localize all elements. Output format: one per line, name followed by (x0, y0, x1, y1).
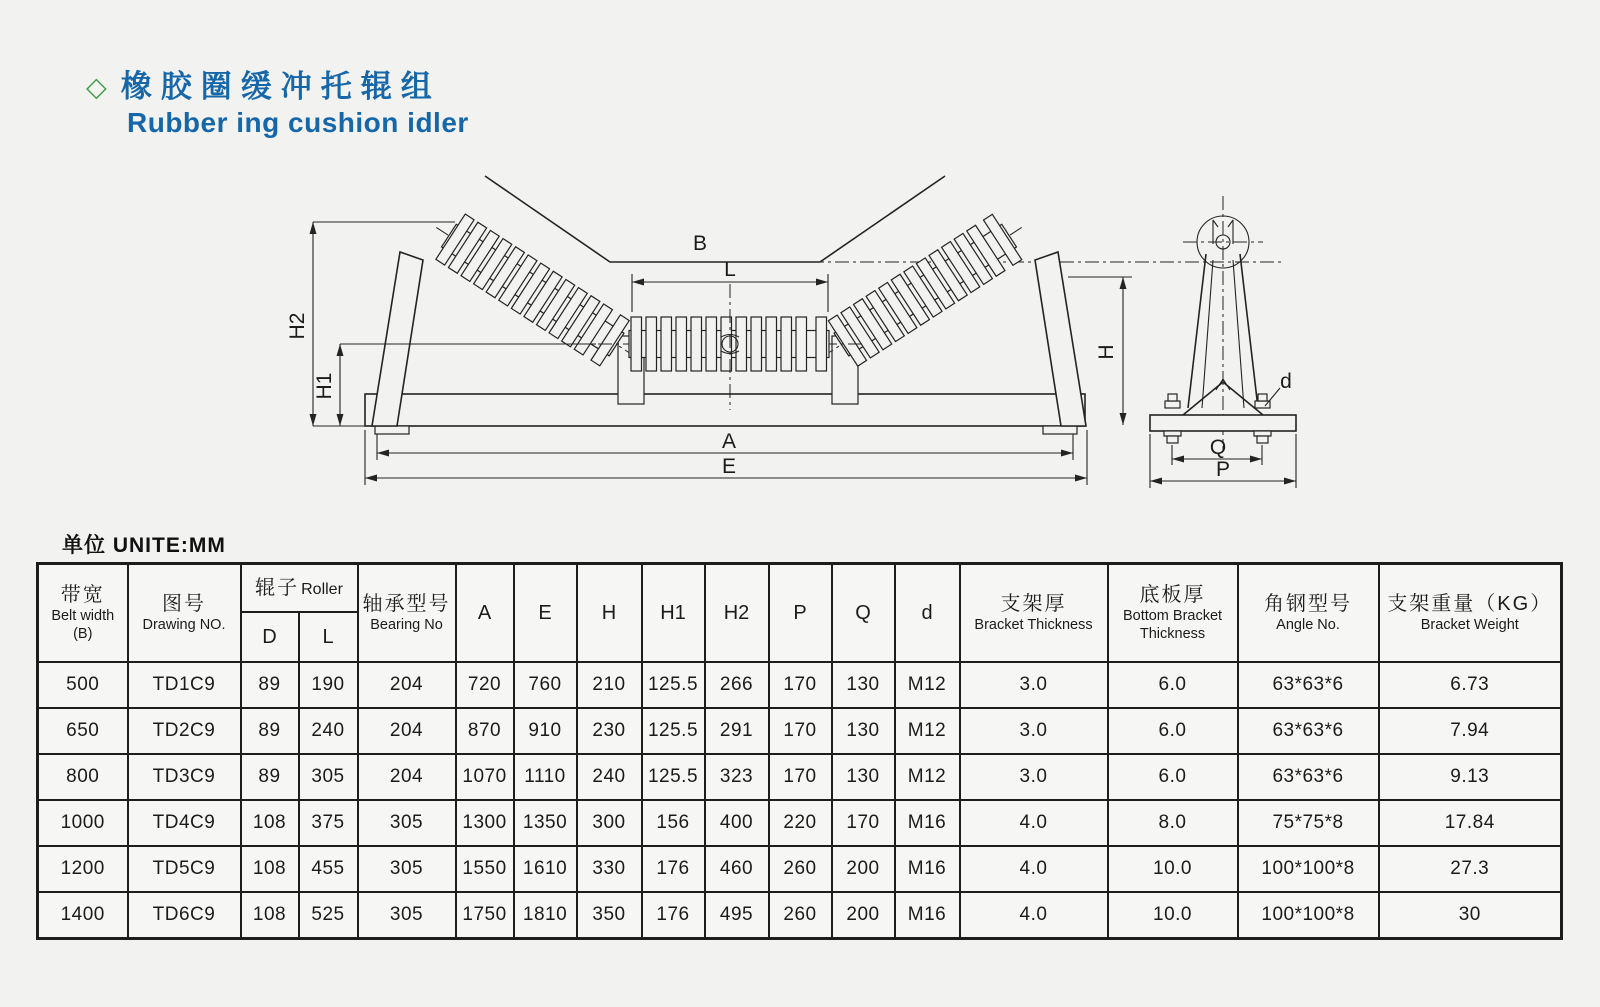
table-cell: TD6C9 (128, 892, 241, 939)
table-cell: 1110 (514, 754, 577, 800)
table-cell: 300 (577, 800, 642, 846)
dimension-label-E: E (721, 455, 737, 478)
table-cell: 260 (769, 892, 832, 939)
table-cell: 1300 (456, 800, 514, 846)
table-cell: TD1C9 (128, 662, 241, 708)
table-cell: 4.0 (960, 892, 1108, 939)
header-dim-H1: H1 (642, 564, 705, 663)
title-block (86, 70, 469, 139)
foot-pad-left (375, 426, 409, 434)
table-cell: 108 (241, 846, 299, 892)
table-cell: 125.5 (642, 662, 705, 708)
dimension-label-H1: H1 (313, 372, 336, 400)
table-cell: 1200 (38, 846, 128, 892)
table-cell: 9.13 (1379, 754, 1562, 800)
table-cell: 170 (769, 708, 832, 754)
table-cell: 1810 (514, 892, 577, 939)
table-cell: 30 (1379, 892, 1562, 939)
table-cell: 910 (514, 708, 577, 754)
table-cell: 266 (705, 662, 769, 708)
table-cell: 400 (705, 800, 769, 846)
table-cell: 89 (241, 754, 299, 800)
left-roller (422, 205, 652, 380)
table-cell: 4.0 (960, 846, 1108, 892)
table-cell: 500 (38, 662, 128, 708)
header-bearing: 轴承型号 Bearing No (358, 564, 456, 663)
table-cell: 89 (241, 708, 299, 754)
base-plate (1150, 415, 1296, 431)
header-drawing-no: 图号 Drawing NO. (128, 564, 241, 663)
table-cell: 200 (832, 846, 895, 892)
table-cell: 108 (241, 800, 299, 846)
table-cell: 800 (38, 754, 128, 800)
header-dim-Q: Q (832, 564, 895, 663)
table-cell: 210 (577, 662, 642, 708)
foot-pad-right (1043, 426, 1077, 434)
table-cell: 525 (299, 892, 358, 939)
dimension-label-H2: H2 (286, 312, 309, 340)
table-cell: 455 (299, 846, 358, 892)
table-cell: 220 (769, 800, 832, 846)
table-row (38, 754, 1562, 800)
table-cell: 204 (358, 708, 456, 754)
unit-note: 单位 UNITE:MM (62, 534, 226, 557)
table-cell: 3.0 (960, 754, 1108, 800)
table-cell: 100*100*8 (1238, 892, 1379, 939)
table-row (38, 662, 1562, 708)
header-dim-P: P (769, 564, 832, 663)
table-cell: M16 (895, 846, 960, 892)
table-cell: 130 (832, 708, 895, 754)
table-cell: M12 (895, 662, 960, 708)
table-cell: 3.0 (960, 662, 1108, 708)
table-cell: 650 (38, 708, 128, 754)
header-dim-E: E (514, 564, 577, 663)
table-cell: 108 (241, 892, 299, 939)
table-cell: 204 (358, 662, 456, 708)
table-cell: 1610 (514, 846, 577, 892)
table-cell: 305 (358, 892, 456, 939)
spec-table-body (38, 662, 1562, 939)
table-cell: TD5C9 (128, 846, 241, 892)
belt-profile-line (485, 176, 945, 262)
table-cell: 460 (705, 846, 769, 892)
table-cell: 6.73 (1379, 662, 1562, 708)
table-cell: 176 (642, 892, 705, 939)
header-roller-D: D (241, 612, 299, 662)
base-bar (365, 394, 1085, 426)
table-cell: 1000 (38, 800, 128, 846)
table-cell: 291 (705, 708, 769, 754)
table-cell: 260 (769, 846, 832, 892)
table-cell: 176 (642, 846, 705, 892)
table-cell: 156 (642, 800, 705, 846)
table-cell: 7.94 (1379, 708, 1562, 754)
table-cell: 6.0 (1108, 754, 1238, 800)
table-cell: 125.5 (642, 754, 705, 800)
table-cell: 1350 (514, 800, 577, 846)
dimension-label-L: L (724, 258, 736, 281)
table-cell: 720 (456, 662, 514, 708)
table-cell: 170 (769, 754, 832, 800)
table-row (38, 708, 1562, 754)
table-cell: 305 (358, 800, 456, 846)
table-cell: 1750 (456, 892, 514, 939)
header-roller: 辊子 Roller (241, 564, 358, 613)
table-cell: 760 (514, 662, 577, 708)
table-cell: 200 (832, 892, 895, 939)
table-row (38, 800, 1562, 846)
header-dim-A: A (456, 564, 514, 663)
table-cell: 10.0 (1108, 846, 1238, 892)
table-cell: 6.0 (1108, 708, 1238, 754)
header-bracket-thickness: 支架厚 Bracket Thickness (960, 564, 1108, 663)
table-cell: 190 (299, 662, 358, 708)
table-cell: 130 (832, 662, 895, 708)
table-cell: 350 (577, 892, 642, 939)
spec-table (36, 562, 1563, 940)
table-cell: 3.0 (960, 708, 1108, 754)
table-cell: 330 (577, 846, 642, 892)
table-cell: 6.0 (1108, 662, 1238, 708)
table-cell: TD3C9 (128, 754, 241, 800)
page-title-zh: 橡胶圈缓冲托辊组 (120, 69, 441, 104)
dimension-label-d: d (1280, 370, 1292, 393)
table-cell: 17.84 (1379, 800, 1562, 846)
table-cell: 230 (577, 708, 642, 754)
header-bottom-bracket-thickness: 底板厚 Bottom Bracket Thickness (1108, 564, 1238, 663)
front-view (286, 176, 1285, 485)
dimension-label-A: A (721, 430, 737, 453)
table-cell: M16 (895, 892, 960, 939)
table-cell: TD2C9 (128, 708, 241, 754)
table-cell: 1550 (456, 846, 514, 892)
table-cell: 240 (299, 708, 358, 754)
table-cell: M16 (895, 800, 960, 846)
table-cell: 1400 (38, 892, 128, 939)
page-title-en: Rubber ing cushion idler (127, 107, 469, 139)
table-cell: 170 (769, 662, 832, 708)
table-cell: M12 (895, 708, 960, 754)
table-cell: M12 (895, 754, 960, 800)
table-cell: 8.0 (1108, 800, 1238, 846)
table-cell: 204 (358, 754, 456, 800)
dimension-label-Q: Q (1209, 436, 1227, 459)
table-cell: 375 (299, 800, 358, 846)
header-dim-H2: H2 (705, 564, 769, 663)
dimension-d (1265, 370, 1292, 406)
table-cell: 63*63*6 (1238, 708, 1379, 754)
header-angle-no: 角钢型号 Angle No. (1238, 564, 1379, 663)
table-cell: 130 (832, 754, 895, 800)
side-view (1150, 196, 1296, 488)
header-bracket-weight: 支架重量（KG） Bracket Weight (1379, 564, 1562, 663)
table-cell: 495 (705, 892, 769, 939)
table-cell: 305 (299, 754, 358, 800)
dimension-label-B: B (692, 232, 708, 255)
table-cell: 63*63*6 (1238, 662, 1379, 708)
table-cell: 870 (456, 708, 514, 754)
header-dim-H: H (577, 564, 642, 663)
table-cell: 100*100*8 (1238, 846, 1379, 892)
header-belt-width: 带宽 Belt width (B) (38, 564, 128, 663)
table-cell: 89 (241, 662, 299, 708)
table-cell: 323 (705, 754, 769, 800)
table-cell: 125.5 (642, 708, 705, 754)
table-cell: 10.0 (1108, 892, 1238, 939)
header-roller-L: L (299, 612, 358, 662)
table-row (38, 846, 1562, 892)
diamond-icon: ◇ (86, 71, 107, 102)
header-dim-d: d (895, 564, 960, 663)
table-cell: 75*75*8 (1238, 800, 1379, 846)
dimension-label-H: H (1095, 344, 1118, 360)
table-cell: 305 (358, 846, 456, 892)
table-cell: TD4C9 (128, 800, 241, 846)
table-cell: 4.0 (960, 800, 1108, 846)
table-cell: 240 (577, 754, 642, 800)
table-cell: 1070 (456, 754, 514, 800)
table-cell: 27.3 (1379, 846, 1562, 892)
table-cell: 63*63*6 (1238, 754, 1379, 800)
technical-drawing (280, 158, 1310, 510)
table-cell: 170 (832, 800, 895, 846)
table-row (38, 892, 1562, 939)
dimension-label-P: P (1215, 458, 1231, 481)
dimension-B (693, 232, 707, 255)
